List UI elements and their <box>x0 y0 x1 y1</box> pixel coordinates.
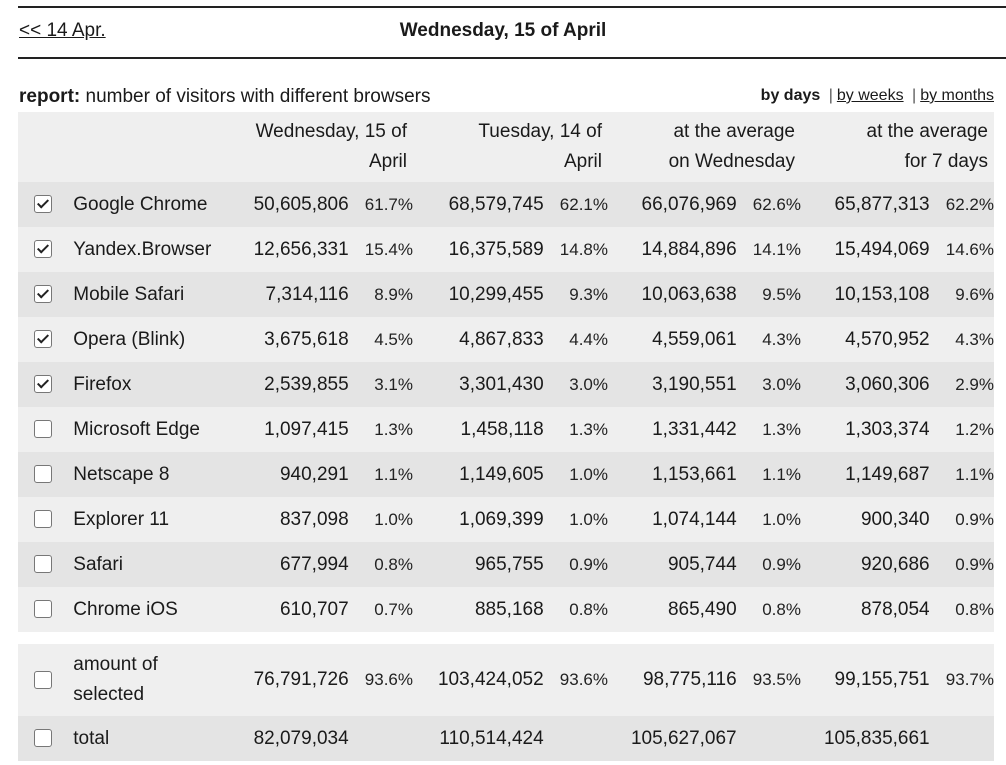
checkbox-checked[interactable] <box>34 375 52 393</box>
row-checkbox-cell <box>18 587 73 632</box>
row-checkbox-cell <box>18 317 73 362</box>
browser-stats-table <box>18 112 994 761</box>
period-separator: | <box>828 87 833 104</box>
visitor-count: 865,490 <box>608 587 737 632</box>
row-checkbox-cell <box>18 272 73 317</box>
visitor-share <box>737 716 801 761</box>
summary-label-line1: amount of <box>73 654 158 675</box>
visitor-count: 3,301,430 <box>413 362 544 407</box>
column-header-line1: at the average <box>673 121 795 142</box>
column-header-line2: April <box>563 151 602 172</box>
row-label-cell <box>73 644 243 716</box>
table-row <box>18 587 994 632</box>
visitor-count: 99,155,751 <box>801 644 930 716</box>
checkbox-checked[interactable] <box>34 285 52 303</box>
visitor-count: 10,153,108 <box>801 272 930 317</box>
visitor-share: 61.7% <box>349 182 413 227</box>
visitor-share: 93.6% <box>544 644 608 716</box>
column-header <box>608 112 801 182</box>
visitor-count: 3,675,618 <box>243 317 349 362</box>
visitor-share: 1.3% <box>737 407 801 452</box>
visitor-count: 837,098 <box>243 497 349 542</box>
visitor-count: 1,149,605 <box>413 452 544 497</box>
visitor-count: 900,340 <box>801 497 930 542</box>
row-checkbox-cell <box>18 452 73 497</box>
visitor-count: 12,656,331 <box>243 227 349 272</box>
browser-name: Opera (Blink) <box>73 328 186 350</box>
visitor-share: 0.9% <box>544 542 608 587</box>
browser-name: Explorer 11 <box>73 508 170 530</box>
visitor-share: 1.1% <box>930 452 994 497</box>
report-label: report: <box>19 86 81 107</box>
visitor-count: 76,791,726 <box>243 644 349 716</box>
visitor-count: 1,331,442 <box>608 407 737 452</box>
browser-name: Safari <box>73 553 123 575</box>
visitor-count: 10,063,638 <box>608 272 737 317</box>
row-checkbox-cell <box>18 362 73 407</box>
table-row <box>18 644 994 716</box>
table-row <box>18 716 994 761</box>
checkbox-checked[interactable] <box>34 240 52 258</box>
row-label-cell <box>73 407 243 452</box>
row-checkbox-cell <box>18 227 73 272</box>
prev-day-link[interactable]: << 14 Apr. <box>19 20 106 41</box>
visitor-share: 4.4% <box>544 317 608 362</box>
visitor-count: 1,303,374 <box>801 407 930 452</box>
table-row <box>18 407 994 452</box>
visitor-share: 93.7% <box>930 644 994 716</box>
table-row <box>18 272 994 317</box>
visitor-share <box>544 716 608 761</box>
visitor-share: 1.1% <box>737 452 801 497</box>
checkbox-unchecked[interactable] <box>34 465 52 483</box>
period-weeks-link[interactable]: by weeks <box>836 87 904 104</box>
visitor-share: 1.2% <box>930 407 994 452</box>
visitor-count: 1,097,415 <box>243 407 349 452</box>
column-header <box>413 112 608 182</box>
table-spacer <box>18 632 994 644</box>
visitor-share <box>930 716 994 761</box>
checkbox-unchecked[interactable] <box>34 729 52 747</box>
visitor-share: 9.5% <box>737 272 801 317</box>
visitor-count: 2,539,855 <box>243 362 349 407</box>
visitor-count: 878,054 <box>801 587 930 632</box>
visitor-count: 50,605,806 <box>243 182 349 227</box>
checkbox-unchecked[interactable] <box>34 600 52 618</box>
row-checkbox-cell <box>18 182 73 227</box>
visitor-share: 93.5% <box>737 644 801 716</box>
checkbox-unchecked[interactable] <box>34 420 52 438</box>
row-checkbox-cell <box>18 644 73 716</box>
row-label-cell <box>73 317 243 362</box>
visitor-share: 0.8% <box>349 542 413 587</box>
row-checkbox-cell <box>18 497 73 542</box>
visitor-count: 16,375,589 <box>413 227 544 272</box>
visitor-share: 0.8% <box>737 587 801 632</box>
visitor-count: 103,424,052 <box>413 644 544 716</box>
visitor-count: 1,074,144 <box>608 497 737 542</box>
checkbox-checked[interactable] <box>34 330 52 348</box>
visitor-count: 15,494,069 <box>801 227 930 272</box>
column-header <box>243 112 413 182</box>
visitor-count: 68,579,745 <box>413 182 544 227</box>
visitor-count: 65,877,313 <box>801 182 930 227</box>
visitor-share: 1.3% <box>349 407 413 452</box>
visitor-count: 105,627,067 <box>608 716 737 761</box>
visitor-count: 4,570,952 <box>801 317 930 362</box>
visitor-count: 7,314,116 <box>243 272 349 317</box>
table-row <box>18 227 994 272</box>
report-description: number of visitors with different browsers <box>85 86 431 107</box>
visitor-count: 3,060,306 <box>801 362 930 407</box>
visitor-count: 677,994 <box>243 542 349 587</box>
row-label-cell <box>73 272 243 317</box>
checkbox-unchecked[interactable] <box>34 671 52 689</box>
top-divider <box>18 6 1006 8</box>
page-title: Wednesday, 15 of April <box>399 20 607 41</box>
visitor-count: 4,867,833 <box>413 317 544 362</box>
visitor-share: 4.5% <box>349 317 413 362</box>
visitor-share: 3.0% <box>737 362 801 407</box>
browser-name: Microsoft Edge <box>73 418 201 440</box>
visitor-share: 0.9% <box>930 542 994 587</box>
visitor-share: 62.1% <box>544 182 608 227</box>
visitor-count: 1,458,118 <box>413 407 544 452</box>
visitor-count: 3,190,551 <box>608 362 737 407</box>
column-header-line1: Wednesday, 15 of <box>255 121 407 142</box>
visitor-share: 0.9% <box>930 497 994 542</box>
visitor-share: 8.9% <box>349 272 413 317</box>
column-header <box>801 112 994 182</box>
table-row <box>18 182 994 227</box>
visitor-share: 93.6% <box>349 644 413 716</box>
visitor-share: 4.3% <box>930 317 994 362</box>
visitor-share: 14.1% <box>737 227 801 272</box>
visitor-share: 1.1% <box>349 452 413 497</box>
visitor-count: 920,686 <box>801 542 930 587</box>
visitor-share: 3.0% <box>544 362 608 407</box>
visitor-count: 885,168 <box>413 587 544 632</box>
row-checkbox-cell <box>18 407 73 452</box>
column-header-line1: Tuesday, 14 of <box>478 121 602 142</box>
visitor-count: 14,884,896 <box>608 227 737 272</box>
visitor-share: 1.0% <box>544 452 608 497</box>
visitor-share: 1.0% <box>349 497 413 542</box>
browser-name: Mobile Safari <box>73 283 185 305</box>
row-label-cell <box>73 452 243 497</box>
table-header-row <box>18 112 994 182</box>
visitor-count: 1,153,661 <box>608 452 737 497</box>
visitor-count: 4,559,061 <box>608 317 737 362</box>
browser-name: Netscape 8 <box>73 463 170 485</box>
visitor-share: 9.3% <box>544 272 608 317</box>
period-switcher <box>761 87 994 105</box>
visitor-share: 15.4% <box>349 227 413 272</box>
browser-name: Firefox <box>73 373 132 395</box>
browser-name: Chrome iOS <box>73 598 178 620</box>
row-label-cell <box>73 182 243 227</box>
visitor-count: 66,076,969 <box>608 182 737 227</box>
visitor-share: 0.9% <box>737 542 801 587</box>
column-header-line2: April <box>368 151 407 172</box>
visitor-share: 0.8% <box>930 587 994 632</box>
visitor-share: 9.6% <box>930 272 994 317</box>
column-header-line1: at the average <box>866 121 988 142</box>
visitor-share: 1.0% <box>544 497 608 542</box>
period-separator: | <box>912 87 917 104</box>
table-row <box>18 542 994 587</box>
visitor-share: 0.8% <box>544 587 608 632</box>
visitor-share: 62.2% <box>930 182 994 227</box>
visitor-count: 10,299,455 <box>413 272 544 317</box>
row-checkbox-cell <box>18 716 73 761</box>
row-label-cell <box>73 227 243 272</box>
period-months-link[interactable]: by months <box>920 87 994 104</box>
visitor-count: 610,707 <box>243 587 349 632</box>
visitor-share: 4.3% <box>737 317 801 362</box>
visitor-share: 2.9% <box>930 362 994 407</box>
checkbox-checked[interactable] <box>34 195 52 213</box>
row-checkbox-cell <box>18 542 73 587</box>
row-label-cell <box>73 497 243 542</box>
column-header-line2: on Wednesday <box>668 151 795 172</box>
table-row <box>18 452 994 497</box>
checkbox-unchecked[interactable] <box>34 510 52 528</box>
report-caption <box>19 86 430 108</box>
browser-name: Yandex.Browser <box>73 238 212 260</box>
summary-label-line2: selected <box>73 684 145 705</box>
visitor-count: 1,069,399 <box>413 497 544 542</box>
summary-label-line1: total <box>73 727 110 749</box>
table-row <box>18 317 994 362</box>
visitor-count: 965,755 <box>413 542 544 587</box>
visitor-share: 3.1% <box>349 362 413 407</box>
visitor-count: 82,079,034 <box>243 716 349 761</box>
visitor-share: 14.8% <box>544 227 608 272</box>
row-label-cell <box>73 587 243 632</box>
visitor-count: 105,835,661 <box>801 716 930 761</box>
visitor-share: 1.0% <box>737 497 801 542</box>
visitor-count: 940,291 <box>243 452 349 497</box>
row-label-cell <box>73 716 243 761</box>
table-row <box>18 497 994 542</box>
column-header-line2: for 7 days <box>904 151 988 172</box>
visitor-count: 110,514,424 <box>413 716 544 761</box>
row-label-cell <box>73 542 243 587</box>
header-divider <box>18 57 1006 59</box>
visitor-share <box>349 716 413 761</box>
visitor-count: 98,775,116 <box>608 644 737 716</box>
visitor-share: 1.3% <box>544 407 608 452</box>
visitor-share: 14.6% <box>930 227 994 272</box>
visitor-count: 905,744 <box>608 542 737 587</box>
visitor-share: 0.7% <box>349 587 413 632</box>
visitor-share: 62.6% <box>737 182 801 227</box>
visitor-count: 1,149,687 <box>801 452 930 497</box>
period-days-active: by days <box>760 87 821 104</box>
browser-name: Google Chrome <box>73 193 208 215</box>
table-row <box>18 362 994 407</box>
checkbox-unchecked[interactable] <box>34 555 52 573</box>
header-blank <box>18 112 243 182</box>
row-label-cell <box>73 362 243 407</box>
